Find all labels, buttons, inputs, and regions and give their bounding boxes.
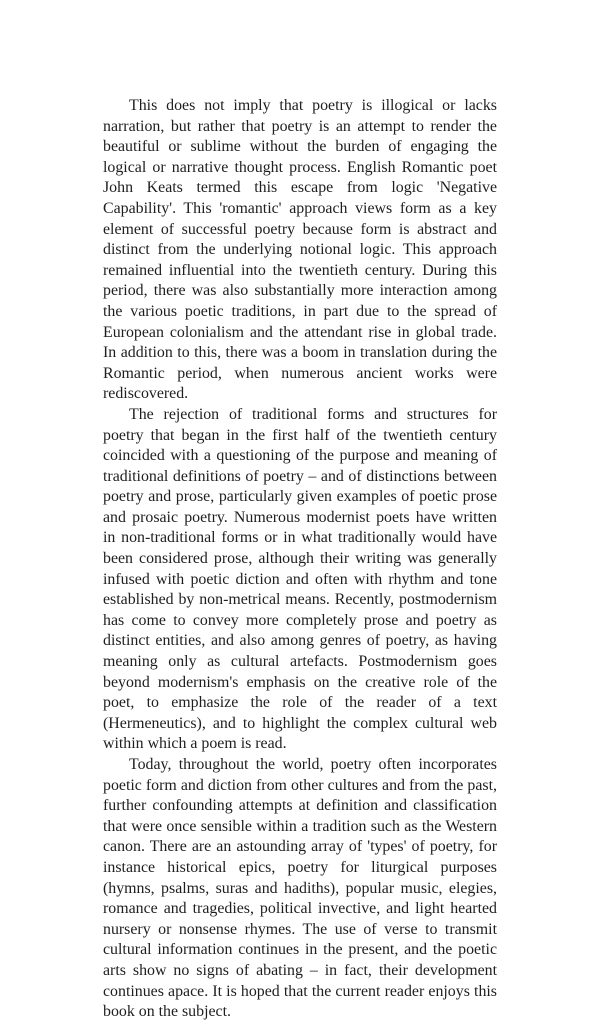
paragraph-3: Today, throughout the world, poetry often incorporates poetic form and diction from other cultures and from the past, further confounding attempts at definition and classification that were once sensible within a tradition such as the Western canon. There are an astounding array of 'types' of poetry, for instance historical epics, poetry for liturgical purposes (hymns, psalms, suras and hadiths), popular music, elegies, romance and tragedies, political invective, and light hearted nursery or nonsense rhymes. The use of verse to transmit cultural information continues in the present, and the poetic arts show no signs of abating – in fact, their development continues apace. It is hoped that the current reader enjoys this book on the subject. [103, 756, 497, 1021]
paragraph-1: This does not imply that poetry is illogical or lacks narration, but rather that poetry is an attempt to render the beautiful or sublime without the burden of engaging the logical or narrative thought process. English Romantic poet John Keats termed this escape from logic 'Negative Capability'. This 'romantic' approach views form as a key element of successful poetry because form is abstract and distinct from the underlying notional logic. This approach remained influential into the twentieth century. During this period, there was also substantially more interaction among the various poetic traditions, in part due to the spread of European colonialism and the attendant rise in global trade. In addition to this, there was a boom in translation during the Romantic period, when numerous ancient works were rediscovered. [103, 97, 497, 403]
body-text [103, 96, 497, 1023]
paragraph-2: The rejection of traditional forms and structures for poetry that began in the first half of the twentieth century coincided with a questioning of the purpose and meaning of traditional definitions of poetry – and of distinctions between poetry and prose, particularly given examples of poetic prose and prosaic poetry. Numerous modernist poets have written in non-traditional forms or in what traditionally would have been considered prose, although their writing was generally infused with poetic diction and often with rhythm and tone established by non-metrical means. Recently, postmodernism has come to convey more completely prose and poetry as distinct entities, and also among genres of poetry, as having meaning only as cultural artefacts. Postmodernism goes beyond modernism's emphasis on the creative role of the poet, to emphasize the role of the reader of a text (Hermeneutics), and to highlight the complex cultural web within which a poem is read. [103, 405, 497, 753]
